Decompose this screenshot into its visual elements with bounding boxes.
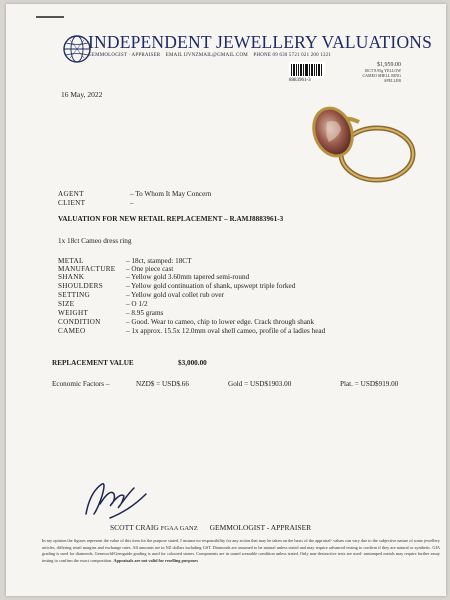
detail-label: SHOULDERS	[58, 282, 104, 290]
disclaimer-bold: Appraisals are not valid for reselling purposes	[113, 557, 198, 563]
tag-line-2: CAMEO SHELL RING	[362, 73, 401, 78]
cameo-ring-image	[299, 92, 419, 188]
brand-contact-line	[88, 53, 335, 58]
item-summary: 1x 18ct Cameo dress ring	[58, 237, 132, 245]
barcode-icon	[289, 62, 325, 78]
signer-credentials: FGAA GANZ	[160, 525, 198, 532]
tag-line-3: SPELLER	[384, 78, 401, 83]
detail-value: – 8.95 grams	[126, 309, 164, 317]
detail-value: – Yellow gold oval collet rub over	[126, 291, 225, 299]
edge-mark	[36, 16, 64, 18]
detail-label: WEIGHT	[58, 309, 89, 317]
brand-name: INDEPENDENT JEWELLERY VALUATIONS	[88, 32, 433, 52]
client-value: –	[130, 199, 134, 207]
detail-value: – O 1/2	[126, 300, 148, 308]
detail-value: – One piece cast	[126, 265, 174, 273]
detail-value: – Yellow gold 3.60mm tapered semi-round	[126, 273, 250, 281]
detail-label: CONDITION	[58, 318, 101, 326]
economic-nzd: NZD$ = USD$.66	[136, 380, 189, 388]
valuation-title: VALUATION FOR NEW RETAIL REPLACEMENT – R.AMJ8883961-3	[58, 215, 284, 223]
detail-label: MANUFACTURE	[58, 265, 116, 273]
client-label: CLIENT	[58, 199, 86, 207]
brand-email: EMAIL IJVNZMAIL@GMAIL.COM	[165, 53, 248, 58]
detail-label: SIZE	[58, 300, 75, 308]
detail-value: – 1x approx. 15.5x 12.0mm oval shell cameo, profile of a ladies head	[126, 327, 326, 335]
disclaimer-text	[42, 538, 440, 565]
detail-value: – Good. Wear to cameo, chip to lower edge. Crack through shank	[126, 318, 315, 326]
detail-value: – 18ct, stamped: 18CT	[126, 257, 192, 265]
signature-line	[110, 523, 311, 532]
detail-label: SETTING	[58, 291, 91, 299]
brand-phone: PHONE 09 630 5721 021 200 1221	[253, 53, 332, 58]
agent-value: – To Whom It May Concern	[130, 190, 212, 198]
detail-label: METAL	[58, 257, 84, 265]
brand-role: GEMMOLOGIST · APPRAISER	[88, 53, 161, 58]
replacement-label: REPLACEMENT VALUE	[52, 359, 134, 367]
detail-value: – Yellow gold continuation of shank, upswept triple forked	[126, 282, 296, 290]
handwritten-signature	[80, 474, 150, 524]
economic-plat: Plat. = USD$919.00	[340, 380, 399, 388]
tag-price: $1,959.00	[377, 62, 401, 68]
signer-role: GEMMOLOGIST - APPRAISER	[209, 523, 312, 532]
economic-gold: Gold = USD$1903.00	[228, 380, 292, 388]
price-tag	[361, 62, 401, 83]
barcode-number: 8883961-3	[289, 78, 311, 83]
agent-label: AGENT	[58, 190, 84, 198]
detail-label: SHANK	[58, 273, 85, 281]
detail-label: CAMEO	[58, 327, 86, 335]
replacement-value: $3,000.00	[178, 359, 207, 367]
disclaimer-body: In my opinion the figures represent the value of this item for the purpose stated. I assume no responsibility for any action that may be taken on the basis of the appraisal- values can vary due to the subjective nature of some jewellery articles, differing retail margins and exchange rates. All amounts are in NZ dollars including GST. Diamonds are assumed to be natural unless stated and may require advanced testing to confirm if they are natural or synthetic. GIA grading is used for diamonds, Gemworld/Gemguide grading is used for coloured stones. Components are in sound wearable condition unless stated. Only non-destructive tests are used- unstamped metals may require further assay testing to confirm the exact composition.	[42, 538, 440, 563]
tag-line-1: 18CT 8.95g YELLOW	[364, 68, 401, 73]
economic-label: Economic Factors –	[52, 380, 110, 388]
signer-name: SCOTT CRAIG	[110, 523, 159, 532]
document-date: 16 May, 2022	[61, 90, 103, 99]
valuation-document	[6, 4, 446, 596]
